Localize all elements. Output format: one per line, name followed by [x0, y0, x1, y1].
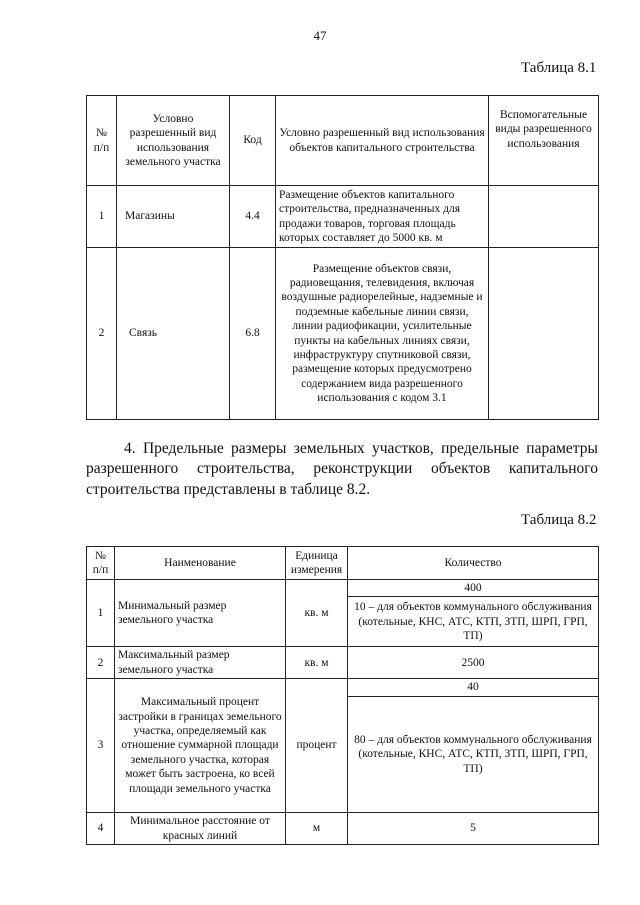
- header-name: Наименование: [115, 547, 286, 580]
- word: параметры: [526, 440, 598, 457]
- table-row: [87, 186, 599, 248]
- table-row: [87, 248, 599, 420]
- row-num: 3: [87, 679, 115, 813]
- row-num: 2: [87, 248, 117, 420]
- row-name: Максимальный размер земельного участка: [115, 647, 286, 679]
- header-vid: Условно разрешенный вид использования земельного участка: [117, 96, 230, 186]
- table-8-1-title: Таблица 8.1: [521, 60, 597, 76]
- row-name: Минимальный размер земельного участка: [115, 580, 286, 647]
- table-8-2-title: Таблица 8.2: [521, 512, 597, 528]
- row-aux: [489, 186, 599, 248]
- row-name: Максимальный процент застройки в границах земельного участка, определяемый как отношение суммарной площади земельного участка, которая может быть застроена, ко всей площади земельного участка: [115, 679, 286, 813]
- word: Предельные: [142, 440, 224, 457]
- row-unit: кв. м: [286, 580, 348, 647]
- header-qty: Количество: [348, 547, 599, 580]
- row-name: Связь: [117, 248, 230, 420]
- row-qty-main: 400: [348, 580, 599, 597]
- table-row: [87, 580, 599, 597]
- header-vspom: Вспомогательные виды разрешенного использования: [489, 96, 599, 186]
- word: участков,: [372, 440, 434, 457]
- table-header-row: [87, 547, 599, 580]
- table-row: [87, 813, 599, 845]
- word: 4.: [124, 440, 136, 457]
- header-unit: Единица измерения: [286, 547, 348, 580]
- header-opis: Условно разрешенный вид использования объектов капитального строительства: [276, 96, 489, 186]
- row-desc: Размещение объектов капитального строительства, предназначенных для продажи товаров, торговая площадь которых составляет до 5000 кв. м: [276, 186, 489, 248]
- table-row: [87, 679, 599, 697]
- page-number: 47: [313, 28, 327, 43]
- row-unit: процент: [286, 679, 348, 813]
- table-header-row: [87, 96, 599, 186]
- row-code: 4.4: [230, 186, 276, 248]
- row-aux: [489, 248, 599, 420]
- row-qty-main: 2500: [348, 647, 599, 679]
- paragraph-line-1: [86, 439, 598, 459]
- row-num: 1: [87, 580, 115, 647]
- word: реконструкции: [313, 460, 413, 478]
- paragraph-line-2: [86, 459, 598, 479]
- word: капитального: [508, 460, 598, 478]
- row-num: 4: [87, 813, 115, 845]
- table-row: [87, 647, 599, 679]
- row-unit: м: [286, 813, 348, 845]
- word: размеры: [231, 440, 287, 457]
- table-8-2: [86, 546, 599, 845]
- word: предельные: [441, 440, 519, 457]
- row-desc: Размещение объектов связи, радиовещания, телевидения, включая воздушные радиорелейные, надземные и подземные кабельные линии связи, линии радиофикации, усилительные пункты на кабельных линиях связи, инфраструктуру спутниковой связи, размещение которых предусмотрено содержанием вида разрешенного использования с кодом 3.1: [276, 248, 489, 420]
- row-qty-main: 5: [348, 813, 599, 845]
- word: объектов: [431, 460, 491, 478]
- header-num: № п/п: [87, 96, 117, 186]
- table-8-1: [86, 95, 599, 420]
- row-name: Минимальное расстояние от красных линий: [115, 813, 286, 845]
- row-code: 6.8: [230, 248, 276, 420]
- header-kod: Код: [230, 96, 276, 186]
- row-name: Магазины: [117, 186, 230, 248]
- row-qty-note: 10 – для объектов коммунального обслуживания (котельные, КНС, АТС, КТП, ЗТП, ШРП, ГРП, ТП): [348, 597, 599, 647]
- row-num: 1: [87, 186, 117, 248]
- row-unit: кв. м: [286, 647, 348, 679]
- row-qty-main: 40: [348, 679, 599, 697]
- row-num: 2: [87, 647, 115, 679]
- word: земельных: [293, 440, 365, 457]
- paragraph-4: [86, 439, 598, 500]
- word: разрешенного: [86, 460, 179, 478]
- header-num: № п/п: [87, 547, 115, 580]
- row-qty-note: 80 – для объектов коммунального обслуживания (котельные, КНС, АТС, КТП, ЗТП, ШРП, ГРП, ТП): [348, 697, 599, 813]
- paragraph-line-3: строительства представлены в таблице 8.2.: [86, 480, 371, 498]
- word: строительства,: [196, 460, 295, 478]
